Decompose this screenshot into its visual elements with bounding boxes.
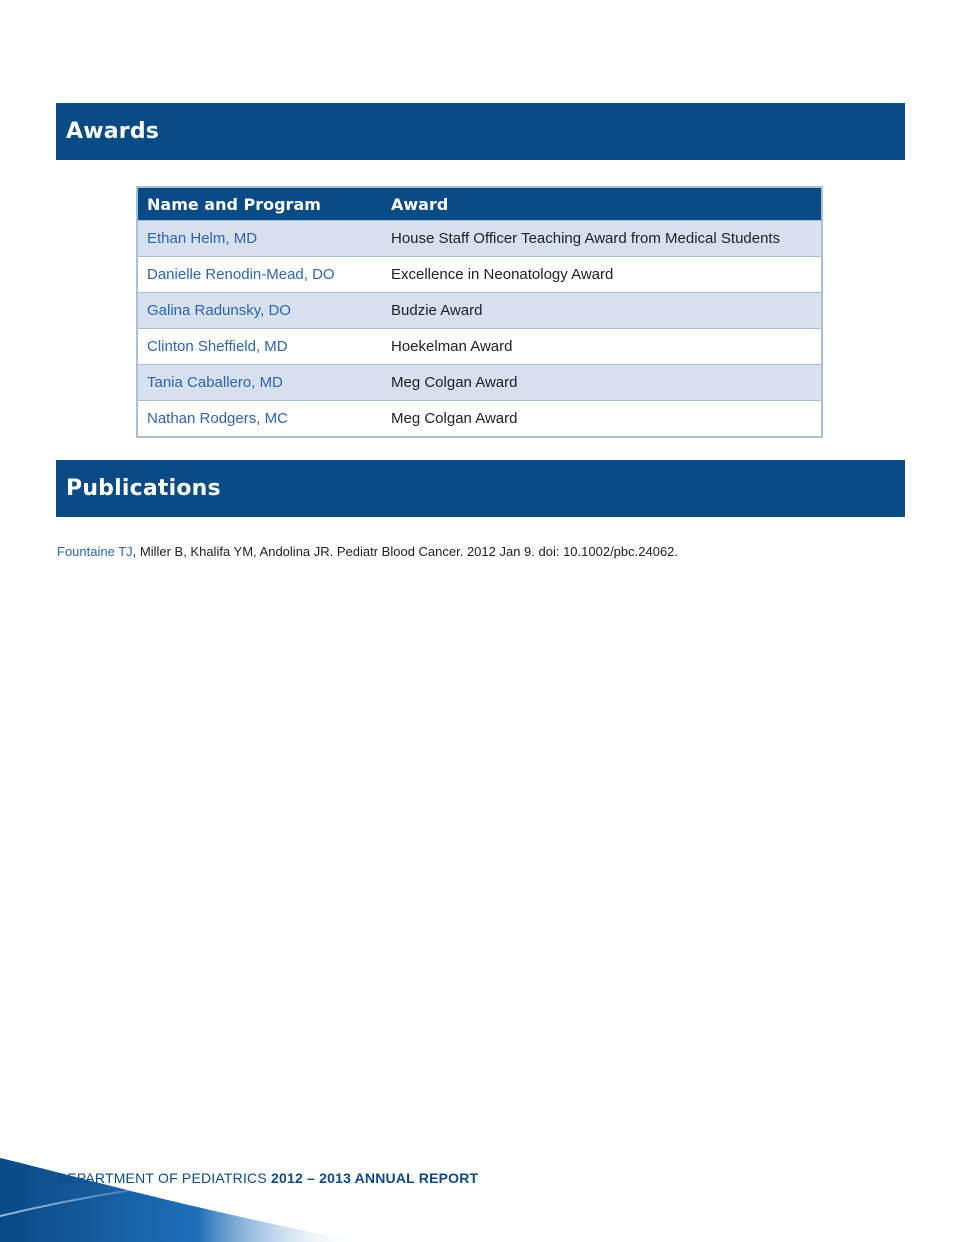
recipient-name: Clinton Sheffield, MD <box>137 329 382 365</box>
awards-heading: Awards <box>66 119 160 144</box>
recipient-name: Danielle Renodin-Mead, DO <box>137 257 382 293</box>
footer-department: DEPARTMENT OF PEDIATRICS <box>57 1170 271 1186</box>
awards-table <box>136 186 823 438</box>
column-header-award: Award <box>382 187 822 221</box>
recipient-name: Galina Radunsky, DO <box>137 293 382 329</box>
table-header-row <box>137 187 822 221</box>
table-row <box>137 365 822 401</box>
award-title: Excellence in Neonatology Award <box>382 257 822 293</box>
footer-report-title <box>57 1170 478 1186</box>
publication-citation <box>57 544 678 559</box>
recipient-name: Ethan Helm, MD <box>137 221 382 257</box>
table-row <box>137 329 822 365</box>
footer-swoosh-graphic <box>0 1142 420 1242</box>
award-title: Budzie Award <box>382 293 822 329</box>
publications-heading: Publications <box>66 476 221 501</box>
recipient-name: Tania Caballero, MD <box>137 365 382 401</box>
highlighted-author: Fountaine TJ <box>57 544 133 559</box>
award-title: Meg Colgan Award <box>382 365 822 401</box>
table-row <box>137 257 822 293</box>
citation-details: , Miller B, Khalifa YM, Andolina JR. Pediatr Blood Cancer. 2012 Jan 9. doi: 10.1002/pbc.24062. <box>132 544 679 559</box>
recipient-name: Nathan Rodgers, MC <box>137 401 382 438</box>
table-row <box>137 401 822 438</box>
table-row <box>137 221 822 257</box>
column-header-name: Name and Program <box>137 187 382 221</box>
award-title: Meg Colgan Award <box>382 401 822 438</box>
awards-section-header <box>56 103 905 160</box>
award-title: Hoekelman Award <box>382 329 822 365</box>
footer-annual-report: 2012 – 2013 ANNUAL REPORT <box>271 1170 479 1186</box>
award-title: House Staff Officer Teaching Award from Medical Students <box>382 221 822 257</box>
table-row <box>137 293 822 329</box>
publications-section-header <box>56 460 905 517</box>
